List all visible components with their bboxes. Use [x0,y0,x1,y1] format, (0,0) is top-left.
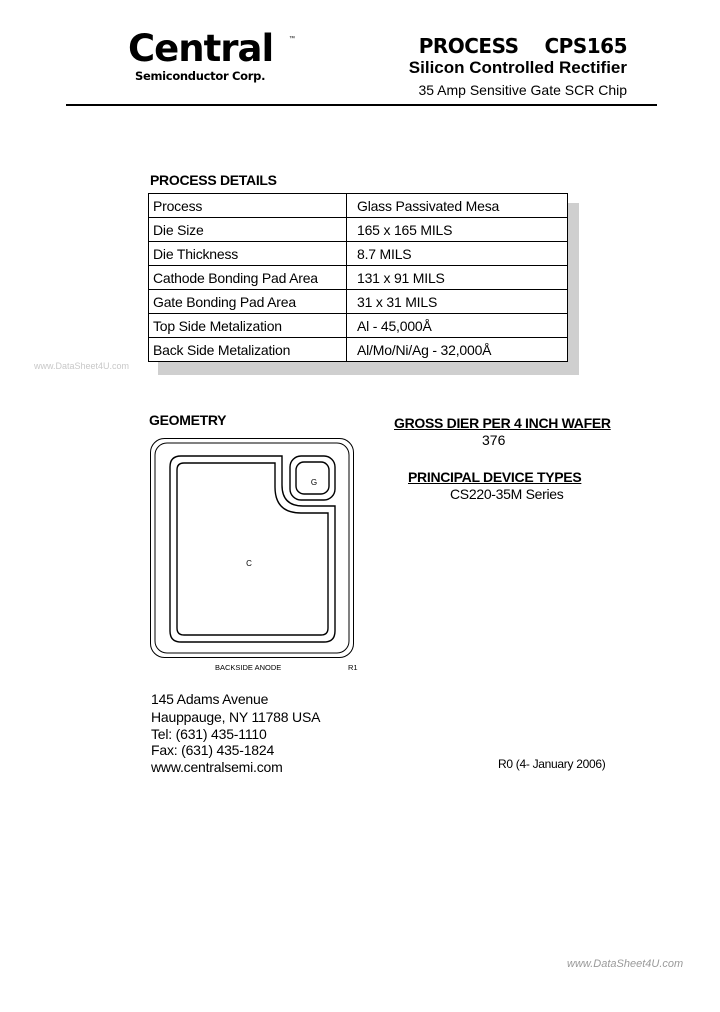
address-tel: Tel: (631) 435-1110 [151,726,267,742]
table-cell-value: Al - 45,000Å [347,314,568,338]
table-cell-label: Top Side Metalization [149,314,347,338]
geometry-heading: GEOMETRY [149,412,227,428]
table-cell-value: 165 x 165 MILS [347,218,568,242]
die-outline-inner [155,443,349,653]
geometry-revision: R1 [348,663,358,672]
revision-date: R0 (4- January 2006) [498,757,606,771]
table-cell-value: Glass Passivated Mesa [347,194,568,218]
table-row [149,290,568,314]
watermark-top: www.DataSheet4U.com [34,361,130,371]
device-description: 35 Amp Sensitive Gate SCR Chip [418,82,627,98]
table-cell-value: Al/Mo/Ni/Ag - 32,000Å [347,338,568,362]
table-row [149,314,568,338]
gross-die-value: 376 [482,432,506,448]
process-details-table [148,193,568,362]
gross-die-heading: GROSS DIER PER 4 INCH WAFER [394,415,611,431]
table-cell-value: 131 x 91 MILS [347,266,568,290]
process-label: PROCESS [418,34,519,58]
logo-trademark: ™ [289,36,295,42]
process-code: CPS165 [544,34,627,58]
table-cell-label: Process [149,194,347,218]
device-types-heading: PRINCIPAL DEVICE TYPES [408,469,582,485]
company-logo: Central [128,27,274,70]
process-details-heading: PROCESS DETAILS [150,172,277,188]
process-title [419,34,627,58]
table-cell-value: 8.7 MILS [347,242,568,266]
die-geometry-diagram [150,438,358,660]
address-street: 145 Adams Avenue [151,691,269,707]
geometry-caption: BACKSIDE ANODE [215,663,282,672]
header-divider [66,104,657,106]
device-subtitle: Silicon Controlled Rectifier [408,58,627,77]
watermark-bottom: www.DataSheet4U.com [567,958,684,970]
table-cell-label: Die Size [149,218,347,242]
table-row [149,242,568,266]
table-row [149,266,568,290]
device-types-value: CS220-35M Series [450,486,564,502]
table-cell-value: 31 x 31 MILS [347,290,568,314]
company-logo-subtitle: Semiconductor Corp. [135,69,266,83]
address-fax: Fax: (631) 435-1824 [151,742,275,758]
address-web: www.centralsemi.com [151,759,283,775]
cathode-label: C [246,559,252,568]
table-cell-label: Back Side Metalization [149,338,347,362]
table-cell-label: Cathode Bonding Pad Area [149,266,347,290]
table-cell-label: Gate Bonding Pad Area [149,290,347,314]
table-row [149,194,568,218]
table-cell-label: Die Thickness [149,242,347,266]
die-outline-outer [151,439,354,658]
gate-label: G [310,478,318,487]
address-city: Hauppauge, NY 11788 USA [151,709,321,725]
process-details-table-wrap [148,193,568,362]
table-row [149,338,568,362]
cathode-metal-inner [177,463,328,635]
table-row [149,218,568,242]
